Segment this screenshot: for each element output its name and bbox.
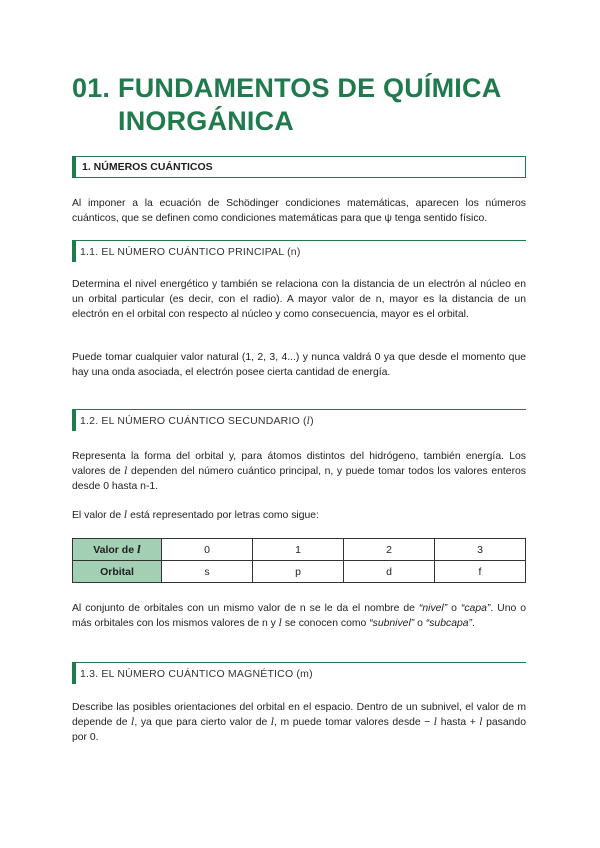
text: . (472, 618, 475, 629)
heading-text: ) (310, 415, 314, 427)
table-cell: 3 (435, 539, 526, 561)
table-cell: s (162, 561, 253, 583)
symbol-l: l (270, 717, 275, 728)
orbital-table (72, 538, 526, 583)
subsection-heading-1-2 (72, 409, 526, 431)
text: pasando por 0. (72, 717, 526, 743)
text: hasta (437, 717, 470, 728)
text: dependen del número cuántico principal, n, y puede tomar todos los valores enteros desde 0 hasta n-1. (72, 466, 526, 492)
text: Al conjunto de orbitales con un mismo valor de n se le da el nombre de (72, 603, 419, 614)
subsection-heading-1-3: 1.3. EL NÚMERO CUÁNTICO MAGNÉTICO (m) (72, 662, 526, 684)
chapter-title (72, 72, 532, 138)
text: Representa la forma del orbital y, para átomos distintos del hidrógeno, también energía. Los valores de (72, 451, 526, 477)
plus-sign: + (469, 717, 480, 728)
text: está representado por letras como sigue: (127, 510, 319, 521)
chapter-title-line2: INORGÁNICA (118, 106, 294, 136)
heading-text: 1.2. EL NÚMERO CUÁNTICO SECUNDARIO ( (80, 415, 307, 427)
symbol-l: l (433, 717, 438, 728)
text: o (447, 603, 461, 614)
table-cell: p (253, 561, 344, 583)
table-cell: d (344, 561, 435, 583)
text: o (414, 618, 426, 629)
symbol-l: l (136, 544, 141, 556)
table-row (73, 539, 526, 561)
symbol-l: l (278, 618, 282, 629)
text: El valor de (72, 510, 124, 521)
section-1-intro: Al imponer a la ecuación de Schödinger condiciones matemáticas, aparecen los números cuánticos, que se definen como condiciones matemáticas para que ψ tenga sentido físico. (72, 198, 526, 224)
subsection-1-2-paragraph-1 (72, 449, 526, 494)
table-header-cell: Orbital (73, 561, 162, 583)
table-cell: 1 (253, 539, 344, 561)
table-row (73, 561, 526, 583)
subsection-1-1-paragraph-1: Determina el nivel energético y también se relaciona con la distancia de un electrón al núcleo en un orbital particular (es decir, con el radio). A mayor valor de n, mayor es la distancia de un electrón en el orbital con respecto al núcleo y como consecuencia, mayor es el orbital. (72, 279, 526, 320)
symbol-l: l (306, 416, 311, 427)
table-cell: f (435, 561, 526, 583)
table-cell: 0 (162, 539, 253, 561)
term: “nivel” (418, 603, 448, 614)
subsection-1-2-paragraph-2 (72, 508, 526, 523)
subsection-1-2-paragraph-3 (72, 601, 526, 631)
header-label: Valor de (93, 543, 137, 556)
section-heading-1: 1. NÚMEROS CUÁNTICOS (72, 156, 526, 178)
minus-sign: − (424, 717, 434, 728)
subsection-heading-1-1: 1.1. EL NÚMERO CUÁNTICO PRINCIPAL (n) (72, 240, 526, 262)
text: se conocen como (281, 618, 370, 629)
text: , m puede tomar valores desde (274, 717, 425, 728)
symbol-l: l (131, 717, 135, 728)
chapter-number: 01. (72, 73, 111, 103)
table-cell: 2 (344, 539, 435, 561)
term: “capa” (460, 603, 491, 614)
chapter-title-line1: FUNDAMENTOS DE QUÍMICA (118, 73, 502, 103)
text: , ya que para cierto valor de (134, 717, 271, 728)
subsection-1-3-paragraph-1 (72, 700, 526, 745)
symbol-l: l (124, 466, 128, 477)
term: “subnivel” (369, 618, 415, 629)
term: “subcapa” (425, 618, 472, 629)
table-header-cell (73, 539, 162, 561)
symbol-l: l (479, 717, 483, 728)
symbol-l: l (123, 510, 128, 521)
subsection-1-1-paragraph-2: Puede tomar cualquier valor natural (1, 2, 3, 4...) y nunca valdrá 0 ya que desde el momento que hay una onda asociada, el electrón posee cierta cantidad de energía. (72, 352, 526, 378)
text: . Uno o más orbitales con los mismos valores de n y (72, 603, 526, 629)
text: Describe las posibles orientaciones del orbital en el espacio. Dentro de un subnivel, el valor de m depende de (72, 702, 526, 728)
